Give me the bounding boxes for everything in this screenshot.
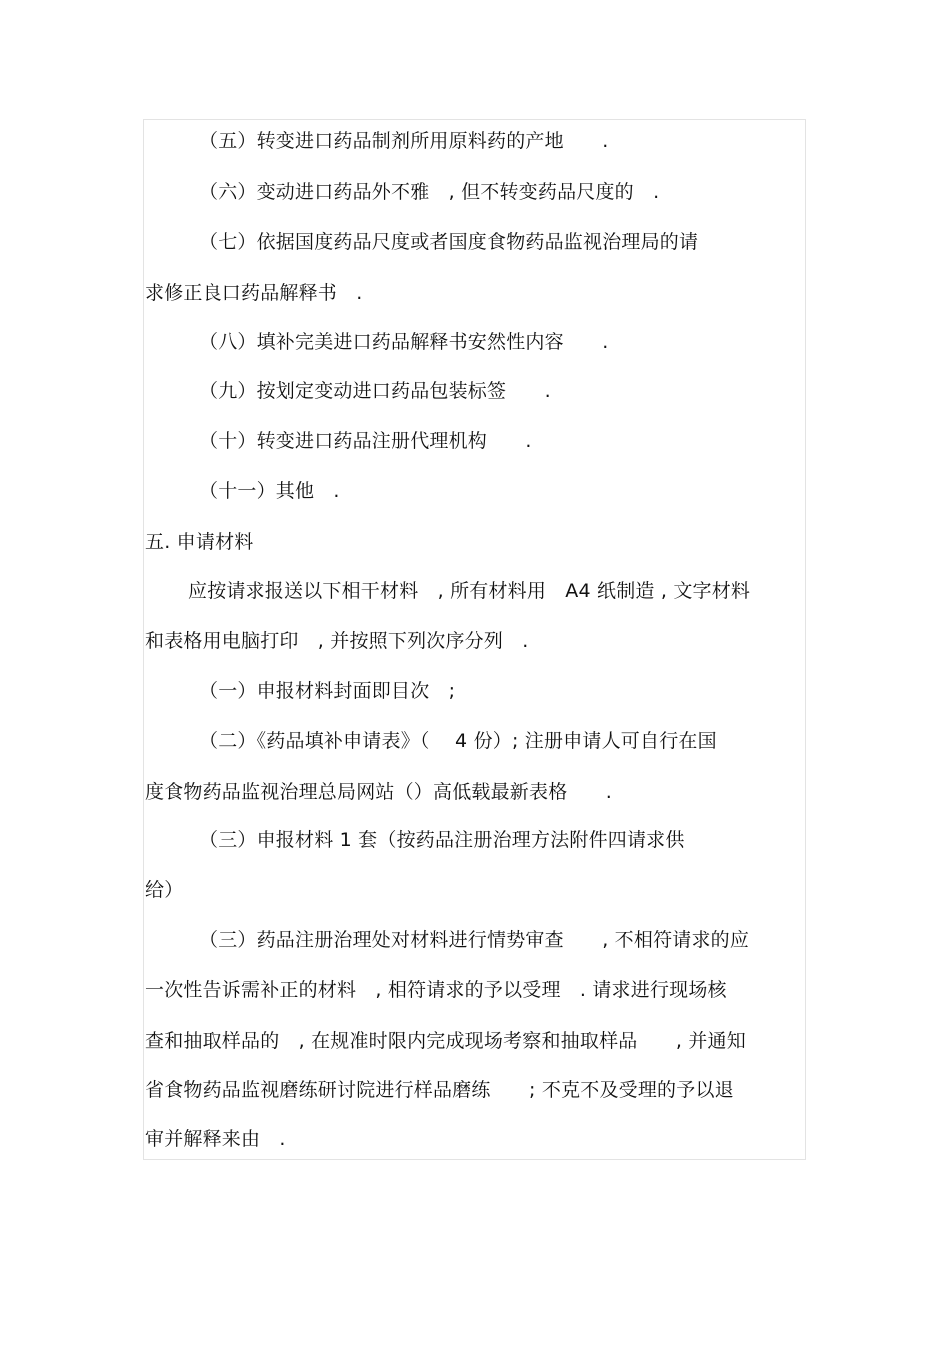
material-1-line: （一）申报材料封面即目次 ; xyxy=(199,680,456,702)
material-3-line-1: （三）申报材料 1 套（按药品注册治理方法附件四请求供 xyxy=(199,829,685,851)
review-paragraph-line-2: 一次性告诉需补正的材料 , 相符请求的予以受理 . 请求进行现场核 xyxy=(145,979,727,1001)
section-5-heading: 五. 申请材料 xyxy=(145,531,254,553)
item-11-line: （十一）其他 . xyxy=(199,480,340,502)
review-paragraph-line-4: 省食物药品监视磨练研讨院进行样品磨练 ; 不克不及受理的予以退 xyxy=(145,1079,734,1101)
item-6-line: （六）变动进口药品外不雅 , 但不转变药品尺度的 . xyxy=(199,181,660,203)
material-2-line-2: 度食物药品监视治理总局网站（）高低载最新表格 . xyxy=(145,781,613,803)
item-7-line-2: 求修正良口药品解释书 . xyxy=(145,282,363,304)
paragraph-requirements-line-2: 和表格用电脑打印 , 并按照下列次序分列 . xyxy=(145,630,529,652)
material-3-line-2: 给） xyxy=(145,879,184,901)
review-paragraph-line-1: （三）药品注册治理处对材料进行情势审查 , 不相符请求的应 xyxy=(199,929,750,951)
review-paragraph-line-3: 查和抽取样品的 , 在规准时限内完成现场考察和抽取样品 , 并通知 xyxy=(145,1030,746,1052)
item-9-line: （九）按划定变动进口药品包装标签 . xyxy=(199,380,551,402)
item-10-line: （十）转变进口药品注册代理机构 . xyxy=(199,430,532,452)
item-5-line: （五）转变进口药品制剂所用原料药的产地 . xyxy=(199,130,609,152)
material-2-line-1: （二）《药品填补申请表》（ 4 份）; 注册申请人可自行在国 xyxy=(199,730,717,752)
paragraph-requirements-line-1: 应按请求报送以下相干材料 , 所有材料用 A4 纸制造 , 文字材料 xyxy=(188,580,751,602)
item-7-line-1: （七）依据国度药品尺度或者国度食物药品监视治理局的请 xyxy=(199,231,699,253)
review-paragraph-line-5: 审并解释来由 . xyxy=(145,1128,286,1150)
item-8-line: （八）填补完美进口药品解释书安然性内容 . xyxy=(199,331,609,353)
